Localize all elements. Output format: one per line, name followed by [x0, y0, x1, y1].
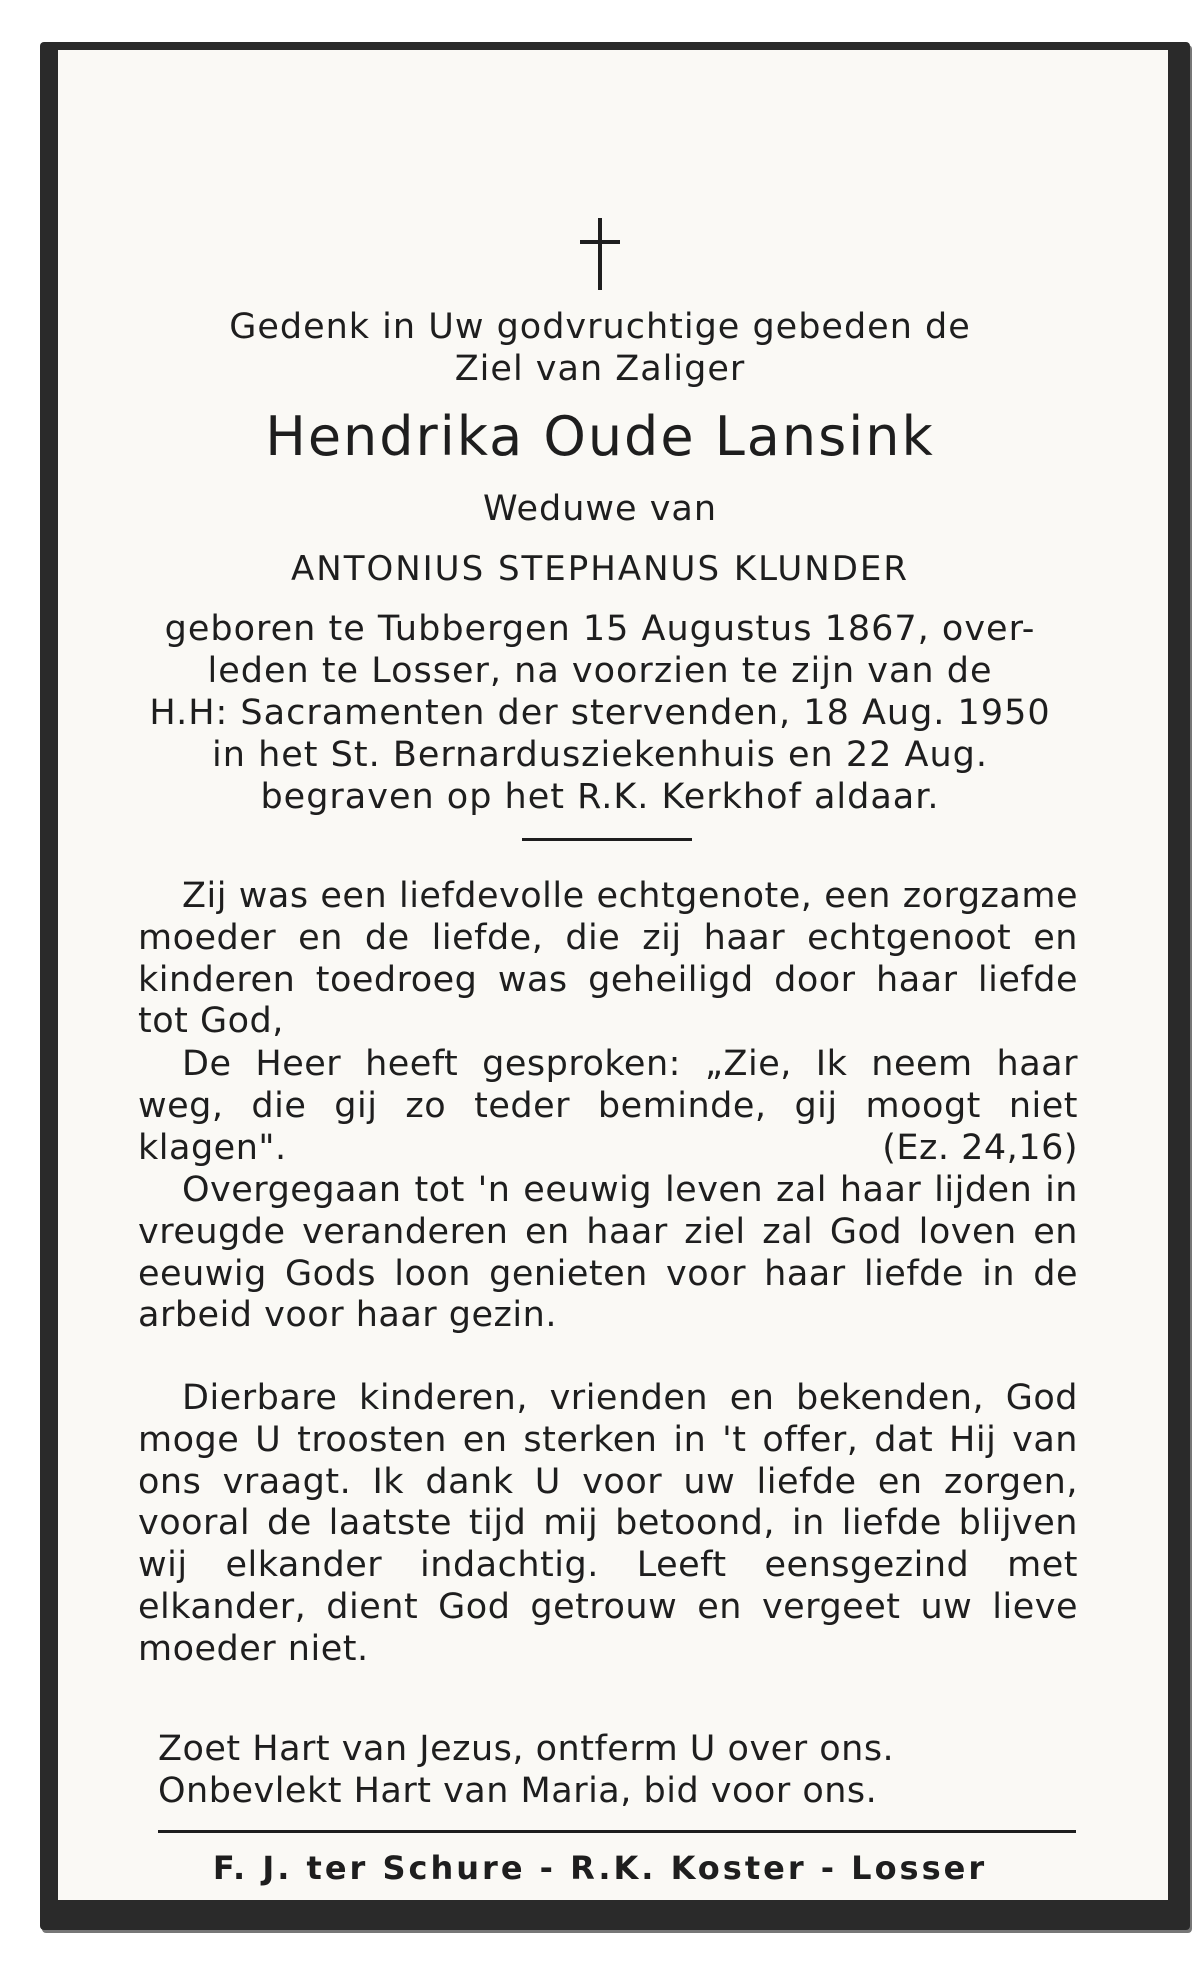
- paragraph-1: Zij was een liefdevolle echtgenote, een zorgzame moeder en de liefde, die zij haar echtgenoot en kinderen toedroeg was geheiligd door haar liefde tot God,: [138, 876, 1078, 1042]
- paragraph-2: [138, 1044, 1078, 1169]
- deceased-name: Hendrika Oude Lansink: [265, 405, 935, 468]
- section-divider: [522, 838, 692, 841]
- closing-prayer-2: Onbevlekt Hart van Maria, bid voor ons.: [158, 1771, 878, 1811]
- paragraph-4: Dierbare kinderen, vrienden en bekenden, God moge U troosten en sterken in 't offer, dat Hij van ons vraagt. Ik dank U voor uw liefde en zorgen, vooral de laatste tijd mij betoond, in liefde blijven wij elkander indachtig. Leeft eensgezind met elkander, dient God getrouw en vergeet uw lieve moeder niet.: [138, 1378, 1078, 1669]
- intro-line-2: Ziel van Zaliger: [454, 349, 746, 389]
- paragraph-2-text: De Heer heeft gesproken: „Zie, Ik neem haar weg, die gij zo teder beminde, gij moogt niet klagen".: [138, 1044, 1078, 1168]
- cross-icon: [580, 218, 620, 290]
- intro-line-1: Gedenk in Uw godvruchtige gebeden de: [229, 307, 971, 347]
- bio-line-3: H.H: Sacramenten der stervenden, 18 Aug. 1950: [149, 693, 1051, 733]
- closing-prayer-1: Zoet Hart van Jezus, ontferm U over ons.: [158, 1729, 895, 1769]
- bio-line-1: geboren te Tubbergen 15 Augustus 1867, over-: [164, 609, 1036, 649]
- bio-line-2: leden te Losser, na voorzien te zijn van de: [207, 651, 993, 691]
- paragraph-3: Overgegaan tot 'n eeuwig leven zal haar lijden in vreugde veranderen en haar ziel zal God loven en eeuwig Gods loon genieten voor haar liefde in de arbeid voor haar gezin.: [138, 1170, 1078, 1336]
- husband-name: ANTONIUS STEPHANUS KLUNDER: [291, 549, 909, 589]
- widow-of-label: Weduwe van: [482, 489, 718, 529]
- bottom-rule: [158, 1830, 1076, 1833]
- bio-line-4: in het St. Bernardusziekenhuis en 22 Aug.: [212, 735, 988, 775]
- scripture-reference: (Ez. 24,16): [882, 1127, 1078, 1168]
- bio-line-5: begraven op het R.K. Kerkhof aldaar.: [260, 777, 940, 817]
- printer-credit: F. J. ter Schure - R.K. Koster - Losser: [212, 1849, 988, 1887]
